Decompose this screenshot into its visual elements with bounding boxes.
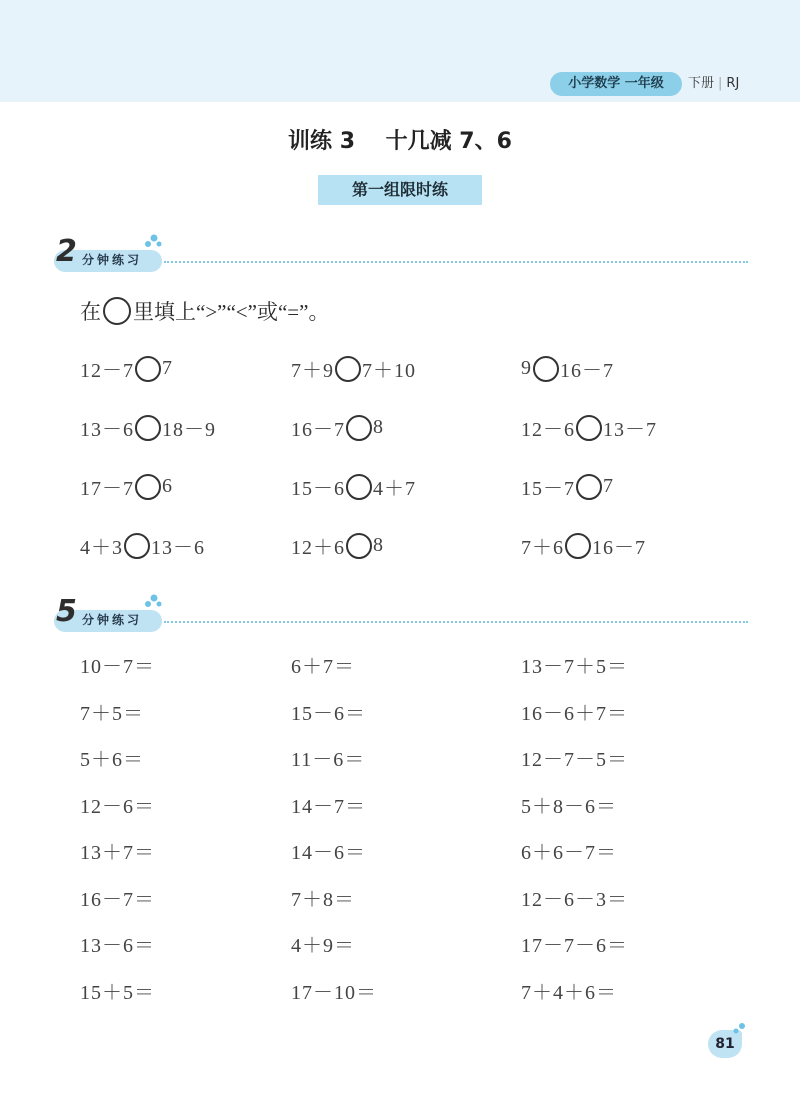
problem-right: 8 <box>373 534 384 556</box>
calc-problem: 17－10＝ <box>291 981 377 1004</box>
volume-label: 下册 <box>688 76 715 91</box>
section-number: 5 <box>56 594 77 629</box>
calc-problem: 14－7＝ <box>291 795 366 818</box>
compare-problem <box>291 472 416 501</box>
dotted-divider <box>164 261 748 263</box>
problem-right: 7 <box>603 475 614 497</box>
answer-circle[interactable] <box>565 533 591 559</box>
answer-circle[interactable] <box>135 415 161 441</box>
answer-circle-icon <box>103 297 131 325</box>
calc-problem: 7＋8＝ <box>291 888 355 911</box>
compare-problem <box>521 413 657 442</box>
splash-icon <box>142 592 164 610</box>
answer-circle[interactable] <box>346 474 372 500</box>
answer-circle[interactable] <box>533 356 559 382</box>
calc-problem: 10－7＝ <box>80 656 155 678</box>
calc-problem: 6＋7＝ <box>291 656 355 678</box>
problem-left: 15－7 <box>521 478 575 500</box>
answer-circle[interactable] <box>346 533 372 559</box>
splash-icon <box>142 232 164 250</box>
lesson-title: 训练 3 十几减 7、6 <box>288 129 512 154</box>
answer-circle[interactable] <box>135 356 161 382</box>
section-number: 2 <box>56 234 77 269</box>
dotted-divider <box>164 621 748 623</box>
compare-problem <box>80 354 173 383</box>
compare-problem <box>291 354 416 383</box>
problem-right: 13－6 <box>151 537 205 559</box>
problem-left: 4＋3 <box>80 537 123 559</box>
problem-left: 9 <box>521 357 532 379</box>
compare-problem <box>521 531 646 560</box>
problem-left: 16－7 <box>291 419 345 441</box>
problem-left: 7＋9 <box>291 360 334 382</box>
group-tag: 第一组限时练 <box>318 175 482 205</box>
problem-right: 7 <box>162 357 173 379</box>
calc-problem: 16－6＋7＝ <box>521 702 628 725</box>
problem-right: 16－7 <box>560 360 614 382</box>
calc-problem: 4＋9＝ <box>291 935 355 957</box>
problem-left: 12－6 <box>521 419 575 441</box>
section-label: 分钟练习 <box>82 253 143 267</box>
problem-right: 7＋10 <box>362 360 416 382</box>
problem-right: 13－7 <box>603 419 657 441</box>
calc-problem: 15－6＝ <box>291 702 366 725</box>
answer-circle[interactable] <box>346 415 372 441</box>
calc-problem: 14－6＝ <box>291 842 366 864</box>
problem-left: 17－7 <box>80 478 134 500</box>
instruction-suffix: 里填上“>”“<”或“=”。 <box>133 300 330 324</box>
divider: | <box>718 76 723 91</box>
calc-problem: 5＋8－6＝ <box>521 795 617 818</box>
problem-right: 4＋7 <box>373 478 416 500</box>
compare-problem <box>291 531 384 560</box>
compare-problem <box>80 413 216 442</box>
calc-problem: 13－7＋5＝ <box>521 656 628 678</box>
instruction <box>80 296 329 326</box>
calc-problem: 16－7＝ <box>80 888 155 911</box>
problem-left: 12＋6 <box>291 537 345 559</box>
answer-circle[interactable] <box>124 533 150 559</box>
compare-problem <box>80 472 173 501</box>
book-title-badge: 小学数学 一年级 <box>550 72 682 96</box>
compare-problem <box>521 472 614 501</box>
problem-right: 6 <box>162 475 173 497</box>
edition-label: RJ <box>726 76 740 91</box>
compare-problem <box>291 413 384 442</box>
answer-circle[interactable] <box>576 415 602 441</box>
section-header-2min <box>52 234 748 276</box>
section-label: 分钟练习 <box>82 613 143 627</box>
answer-circle[interactable] <box>576 474 602 500</box>
calc-problem: 12－7－5＝ <box>521 749 628 771</box>
problem-right: 18－9 <box>162 419 216 441</box>
problem-left: 15－6 <box>291 478 345 500</box>
problem-left: 7＋6 <box>521 537 564 559</box>
problem-right: 16－7 <box>592 537 646 559</box>
problem-right: 8 <box>373 416 384 438</box>
calc-problem: 6＋6－7＝ <box>521 842 617 864</box>
calc-problem: 12－6－3＝ <box>521 888 628 911</box>
problem-left: 13－6 <box>80 419 134 441</box>
calc-problem: 12－6＝ <box>80 795 155 818</box>
calc-problem: 15＋5＝ <box>80 981 155 1004</box>
answer-circle[interactable] <box>135 474 161 500</box>
section-header-5min <box>52 594 748 636</box>
answer-circle[interactable] <box>335 356 361 382</box>
splash-icon <box>732 1022 748 1036</box>
calc-problem: 11－6＝ <box>291 749 366 771</box>
calc-problem: 13－6＝ <box>80 935 155 957</box>
page-number: 81 <box>708 1030 742 1058</box>
compare-problem <box>521 354 614 383</box>
calc-problem: 17－7－6＝ <box>521 935 628 957</box>
calc-problem: 7＋4＋6＝ <box>521 981 617 1004</box>
instruction-prefix: 在 <box>80 300 101 324</box>
book-volume <box>688 72 739 96</box>
calc-problem: 13＋7＝ <box>80 842 155 864</box>
calc-problem: 7＋5＝ <box>80 702 144 725</box>
problem-left: 12－7 <box>80 360 134 382</box>
compare-problem <box>80 531 205 560</box>
calc-problem: 5＋6＝ <box>80 749 144 771</box>
